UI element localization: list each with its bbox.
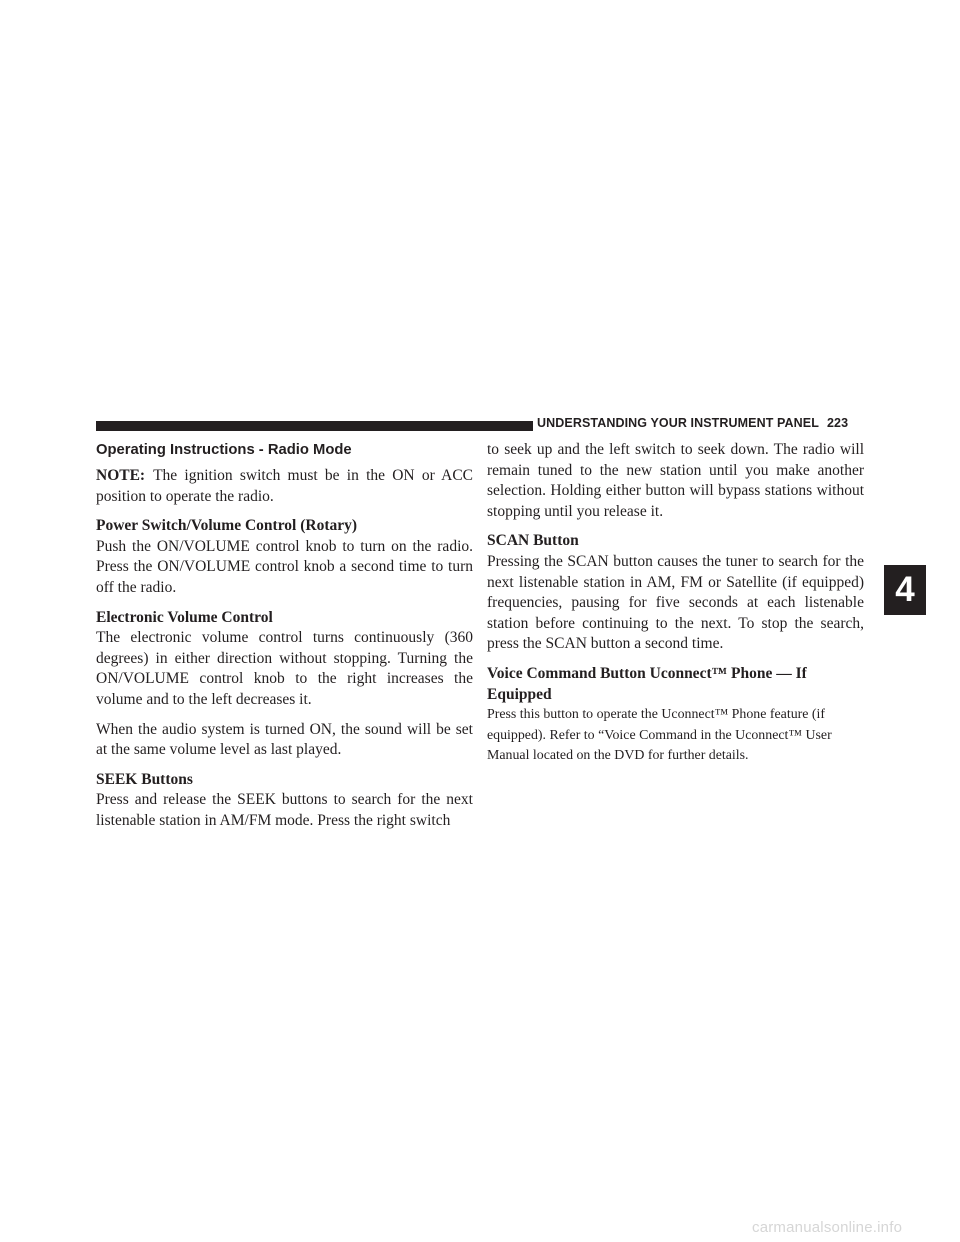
header-rule (96, 421, 533, 431)
power-heading: Power Switch/Volume Control (Rotary) (96, 517, 358, 535)
scan-heading: SCAN Button (487, 532, 579, 550)
scan-text: Pressing the SCAN button causes the tuner to search for the next listenable station in AM, FM or Satellite (if equipped) frequencies, pausing for five seconds at each listenable station before continuing to the next. To stop the search, press the SCAN button a second time. (487, 552, 864, 653)
power-text: Push the ON/VOLUME control knob to turn on the radio. Press the ON/VOLUME control knob a second time to turn off the radio. (96, 537, 473, 596)
running-title: UNDERSTANDING YOUR INSTRUMENT PANEL (537, 416, 819, 430)
seek-continued-text: to seek up and the left switch to seek down. The radio will remain tuned to the new station until you make another selection. Holding either button will bypass stations without stopping until you release it. (487, 441, 864, 520)
watermark: carmanualsonline.info (752, 1219, 903, 1236)
chapter-tab: 4 (884, 565, 926, 615)
page-number: 223 (826, 416, 849, 430)
voice-text: Press this button to operate the Uconnect™ Phone feature (if equipped). Refer to “Voice Command in the Uconnect™ User Manual located on the DVD for further details. (487, 707, 832, 764)
note-label: NOTE: (96, 467, 146, 484)
audio-text: When the audio system is turned ON, the sound will be set at the same volume level as last played. (96, 720, 473, 759)
running-header (537, 416, 848, 430)
note-paragraph (96, 466, 473, 507)
volume-text: The electronic volume control turns continuously (360 degrees) in either direction without stopping. Turning the ON/VOLUME control knob to the right increases the volume and to the left decreases it. (96, 629, 473, 708)
right-column (487, 440, 864, 776)
seek-heading: SEEK Buttons (96, 770, 193, 788)
voice-heading: Voice Command Button Uconnect™ Phone — If Equipped (487, 664, 807, 703)
section-title: Operating Instructions - Radio Mode (96, 442, 352, 458)
volume-heading: Electronic Volume Control (96, 608, 273, 626)
seek-text: Press and release the SEEK buttons to search for the next listenable station in AM/FM mode. Press the right switch (96, 791, 473, 829)
left-column (96, 440, 473, 841)
note-text: The ignition switch must be in the ON or ACC position to operate the radio. (96, 467, 473, 505)
